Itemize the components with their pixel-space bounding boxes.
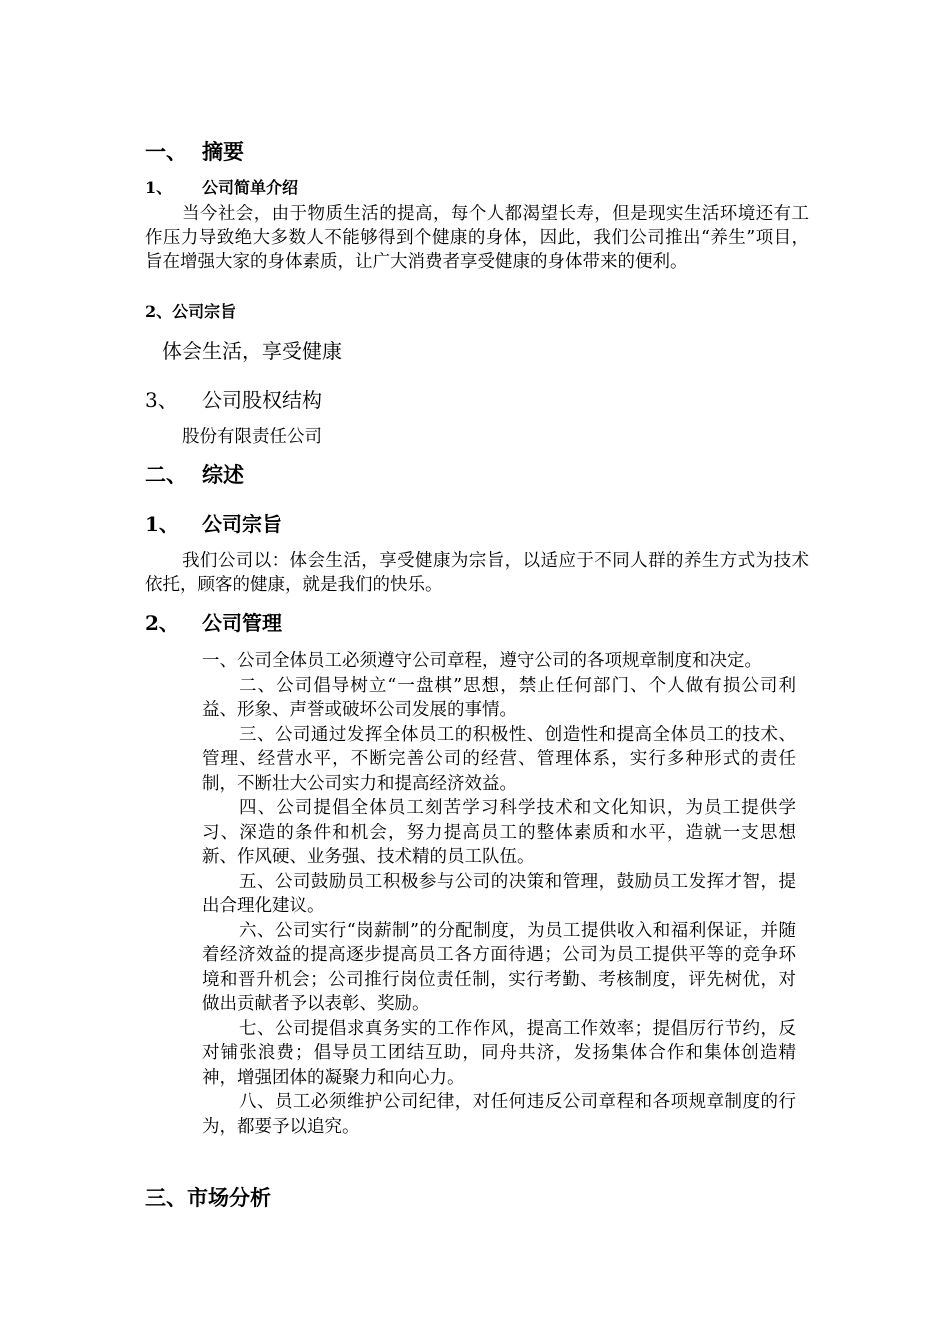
subheading-title: 公司宗旨 (202, 512, 282, 536)
subheading-company-intro (145, 176, 298, 200)
section-heading-summary (145, 138, 244, 166)
subheading-title: 公司股权结构 (202, 388, 322, 412)
subheading-number: 3、 (145, 388, 178, 412)
management-item: 一、公司全体员工必须遵守公司章程，遵守公司的各项规章制度和决定。 (202, 651, 762, 671)
equity-text: 股份有限责任公司 (182, 427, 322, 447)
subheading-number: 1、 (145, 512, 179, 536)
paragraph-company-intro: 当今社会，由于物质生活的提高，每个人都渴望长寿，但是现实生活环境还有工作压力导致绝大多数人不能够得到个健康的身体，因此，我们公司推出“养生”项目，旨在增强大家的身体素质，让广大消费者享受健康的身体带来的便利。 (145, 204, 809, 272)
section-number: 二、 (145, 462, 187, 487)
subheading-management (145, 609, 282, 637)
subheading-number: 1、 (145, 178, 173, 197)
subheading-purpose-summary: 2、公司宗旨 (145, 302, 237, 321)
management-item: 五、公司鼓励员工积极参与公司的决策和管理，鼓励员工发挥才智，提出合理化建议。 (202, 871, 796, 916)
section-heading-overview (145, 461, 244, 489)
management-item: 三、公司通过发挥全体员工的积极性、创造性和提高全体员工的技术、管理、经营水平，不断完善公司的经营、管理体系，实行多种形式的责任制，不断壮大公司实力和提高经济效益。 (202, 724, 796, 794)
section-title: 综述 (202, 462, 244, 487)
subheading-purpose (145, 510, 282, 538)
subheading-title: 公司简单介绍 (202, 178, 299, 197)
management-item: 六、公司实行“岗薪制”的分配制度，为员工提供收入和福利保证，并随着经济效益的提高逐步提高员工各方面待遇；公司为员工提供平等的竞争环境和晋升机会；公司推行岗位责任制，实行考勤、考核制度，评先树优，对做出贡献者予以表彰、奖励。 (202, 920, 796, 1014)
paragraph-purpose: 我们公司以：体会生活，享受健康为宗旨，以适应于不同人群的养生方式为技术依托，顾客的健康，就是我们的快乐。 (145, 551, 809, 595)
management-item: 八、员工必须维护公司纪律，对任何违反公司章程和各项规章制度的行为，都要予以追究。 (202, 1092, 796, 1137)
section-heading-market: 三、市场分析 (145, 1185, 271, 1210)
management-list (202, 649, 796, 1139)
company-motto: 体会生活，享受健康 (162, 339, 342, 363)
management-item: 二、公司倡导树立“一盘棋”思想，禁止任何部门、个人做有损公司利益、形象、声誉或破坏公司发展的事情。 (202, 675, 796, 720)
management-item: 七、公司提倡求真务实的工作作风，提高工作效率；提倡厉行节约，反对铺张浪费；倡导员工团结互助，同舟共济，发扬集体合作和集体创造精神，增强团体的凝聚力和向心力。 (202, 1018, 796, 1088)
subheading-number: 2、 (145, 611, 179, 635)
section-number: 一、 (145, 139, 187, 164)
subheading-title: 公司管理 (202, 611, 282, 635)
subheading-equity (145, 386, 322, 414)
section-title: 摘要 (202, 139, 244, 164)
management-item: 四、公司提倡全体员工刻苦学习科学技术和文化知识，为员工提供学习、深造的条件和机会，努力提高员工的整体素质和水平，造就一支思想新、作风硬、业务强、技术精的员工队伍。 (202, 798, 796, 867)
